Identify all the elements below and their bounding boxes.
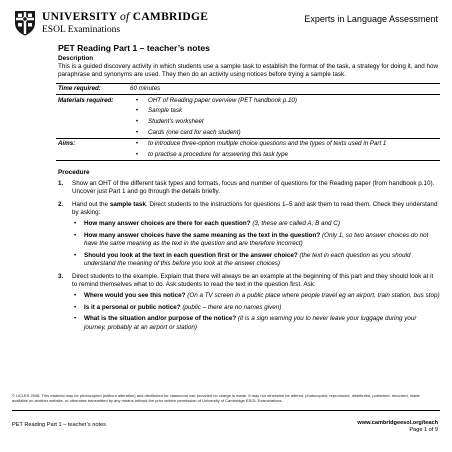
- bullet: •: [128, 149, 146, 160]
- page-footer: [12, 393, 440, 433]
- copyright-notice: © UCLES 2008. This material may be photocopied (without alteration) and distributed for classroom use provided no charge is made. It may not otherwise be altered, photocopied, reproduced, distributed, published, recorded, made available on another website, or otherwise transmitted by any means without the prior written permission of University of Cambridge ESOL Examinations.: [12, 393, 420, 403]
- time-label: Time required:: [56, 83, 128, 95]
- question-item: • How many answer choices have the same meaning as the text in the question? (Only 1, so two answer choices do not have the same meaning as the text in the question and are therefore incorrect): [74, 231, 429, 248]
- material-item: Cards (one card for each student): [148, 128, 241, 136]
- question-list: [72, 220, 440, 268]
- footer-document-name: PET Reading Part 1 – teacher’s notes: [12, 422, 106, 428]
- question-answer-note: (public – there are no names given): [180, 303, 282, 311]
- time-value: 60 minutes: [128, 83, 440, 95]
- question-answer-note: (On a TV screen in a public place where people travel eg an airport, train station, bus stop): [185, 292, 440, 300]
- question-item: • Should you look at the text in each question first or the answer choice? (the text in each question as you should understand the meaning of this before you look at the answer choices): [74, 251, 411, 268]
- description-text: This is a guided discovery activity in which students use a sample task to establish the format of the task, a strategy for doing it, and how paraphrase and synonyms are used. They then do an activity using notices before trying a sample task.: [58, 63, 439, 79]
- step-number: 2.: [58, 200, 64, 208]
- bullet: •: [128, 95, 146, 106]
- document-body: [58, 43, 440, 336]
- page-header: [12, 8, 442, 40]
- description-heading: Description: [58, 55, 94, 62]
- sample-task-emphasis: sample task: [109, 200, 146, 208]
- question-answer-note: (it is a sign warning you to never leave your luggage during your journey, probably at an airport or station): [84, 315, 417, 331]
- material-item: Student’s worksheet: [148, 117, 204, 125]
- aim-item: to practise a procedure for answering this task type: [146, 149, 440, 160]
- document-title: PET Reading Part 1 – teacher’s notes: [58, 43, 210, 53]
- footer-website-link[interactable]: www.cambridgeesol.org/teach: [357, 420, 438, 426]
- question-answer-note: (Only 1, so two answer choices do not have the same meaning as the text in the question and are therefore incorrect): [84, 231, 429, 248]
- question-text: What is the situation and/or purpose of the notice?: [84, 315, 237, 323]
- question-text: How many answer choices are there for each question?: [84, 220, 251, 228]
- step-text: Hand out the sample task. Direct students to the instructions for questions 1–5 and ask them to read them. Check they understand by asking:: [72, 200, 438, 217]
- question-list: [72, 292, 440, 332]
- question-answer-note: (3, these are called A, B and C): [250, 220, 340, 228]
- step-number: 1.: [58, 179, 64, 187]
- step-number: 3.: [58, 272, 64, 280]
- bullet: •: [135, 107, 139, 115]
- footer-right: [357, 420, 438, 434]
- materials-label: Materials required:: [56, 95, 128, 106]
- bullet: •: [135, 117, 139, 125]
- aim-item: to introduce three-option multiple choice questions and the types of texts used in Part 1: [146, 138, 440, 149]
- question-item: • Is it a personal or public notice? (public – there are no names given): [74, 303, 282, 311]
- procedure-step: [58, 273, 440, 332]
- bullet: •: [135, 128, 139, 136]
- question-answer-note: (the text in each question as you should understand the meaning of this before you look at the answer choices): [84, 251, 411, 268]
- question-text: Where would you see this notice?: [84, 292, 186, 300]
- question-item: • How many answer choices are there for each question? (3, these are called A, B and C): [74, 220, 340, 228]
- procedure-steps: [58, 180, 440, 332]
- step-text: Direct students to the example. Explain that there will always be an example at the beginning of this part and they should look at it to remind themselves what to do. Ask students to read the text in the question first. Ask:: [72, 272, 434, 288]
- university-crest-icon: [14, 10, 36, 36]
- header-tagline: Experts in Language Assessment: [304, 14, 438, 24]
- material-item: OHT of Reading paper overview (PET handbook p.10): [146, 95, 440, 106]
- aims-label: Aims:: [56, 138, 128, 149]
- footer-divider: [12, 410, 440, 411]
- lesson-info-table: [56, 83, 440, 161]
- page-number: Page 1 of 9: [409, 427, 438, 433]
- question-item: • Where would you see this notice? (On a TV screen in a public place where people travel eg an airport, train station, bus stop): [74, 292, 440, 300]
- procedure-step: [58, 201, 440, 269]
- university-name: UNIVERSITY of CAMBRIDGE: [42, 11, 209, 23]
- step-text: Show an OHT of the different task types and formats, focus and number of questions for the Reading paper (from handbook p.10). Uncover just Part 1 and go through the details briefly.: [72, 179, 435, 196]
- esol-name: ESOL Examinations: [42, 25, 121, 35]
- question-text: Is it a personal or public notice?: [84, 303, 181, 311]
- material-item: Sample task: [148, 107, 183, 115]
- bullet: •: [128, 138, 146, 149]
- question-item: • What is the situation and/or purpose of the notice? (it is a sign warning you to never leave your luggage during your journey, probably at an airport or station): [74, 315, 417, 331]
- question-text: How many answer choices have the same meaning as the text in the question?: [84, 231, 321, 239]
- question-text: Should you look at the text in each question first or the answer choice?: [84, 251, 298, 259]
- procedure-heading: Procedure: [58, 168, 90, 176]
- procedure-step: [58, 180, 440, 197]
